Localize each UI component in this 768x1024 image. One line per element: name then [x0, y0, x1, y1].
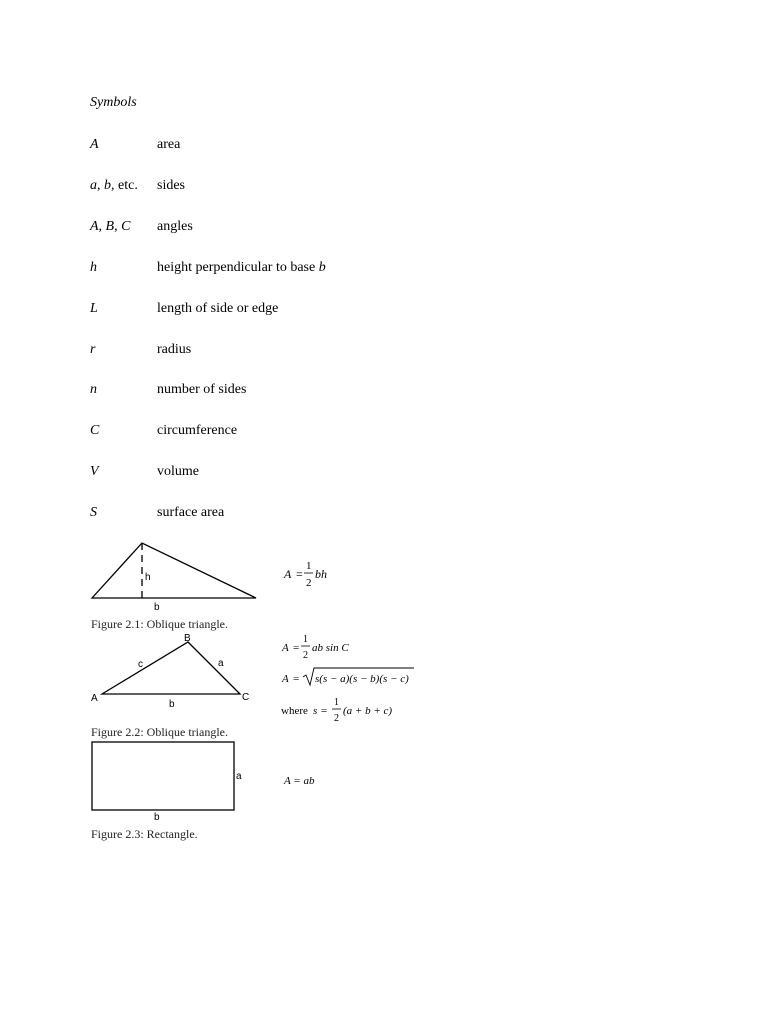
figure-2-1-caption: Figure 2.1: Oblique triangle. [91, 617, 228, 631]
desc-area: area [157, 137, 181, 152]
svg-text:1: 1 [303, 634, 308, 645]
svg-text:A = ab: A = ab [284, 775, 315, 787]
symbol-r: r [90, 342, 96, 357]
svg-text:bh: bh [315, 567, 327, 581]
symbol-a: a [90, 178, 97, 193]
symbol-n: n [90, 382, 97, 397]
section-heading: Symbols [90, 95, 137, 110]
svg-text:A: A [284, 567, 292, 581]
oblique-triangle [92, 543, 256, 598]
symbol-A: A [90, 137, 99, 152]
label-side-a: a [218, 658, 224, 669]
symbol-S: S [90, 505, 97, 520]
svg-text:=: = [293, 673, 300, 685]
symbol-L: L [90, 301, 98, 316]
svg-text:A: A [282, 642, 289, 654]
desc-circumference: circumference [157, 423, 238, 438]
desc-angles: angles [157, 219, 193, 234]
figure-2-1-diagram [88, 538, 260, 613]
figure-2-3-diagram [88, 738, 260, 822]
symbol-b: b [104, 178, 111, 193]
symbol-ABC: A, B, C [90, 219, 131, 234]
label-C: C [242, 692, 250, 703]
formulas-area-triangle [278, 630, 418, 726]
label-side-a: a [236, 771, 242, 782]
desc-length: length of side or edge [157, 301, 279, 316]
svg-text:=: = [293, 642, 300, 654]
label-side-c: c [138, 659, 143, 670]
desc-number-of-sides: number of sides [157, 382, 247, 397]
svg-text:2: 2 [303, 650, 308, 661]
desc-radius: radius [157, 342, 192, 357]
desc-height: height perpendicular to base b [157, 260, 326, 275]
svg-text:A: A [282, 673, 289, 685]
svg-text:ab sin C: ab sin C [312, 642, 349, 654]
desc-sides: sides [157, 178, 185, 193]
svg-text:=: = [296, 567, 303, 581]
svg-text:2: 2 [334, 713, 339, 724]
figure-2-2-caption: Figure 2.2: Oblique triangle. [91, 725, 228, 739]
label-B: B [184, 633, 191, 644]
svg-text:where: where [281, 705, 308, 717]
rectangle-shape [92, 742, 234, 810]
label-b: b [154, 602, 160, 613]
formula-area-bh [280, 556, 350, 590]
label-h: h [145, 572, 151, 583]
desc-volume: volume [157, 464, 199, 479]
label-side-b: b [154, 812, 160, 822]
symbol-h: h [90, 260, 97, 275]
svg-text:1: 1 [334, 697, 339, 708]
label-A: A [91, 693, 98, 704]
figure-2-3-caption: Figure 2.3: Rectangle. [91, 827, 198, 841]
symbol-C: C [90, 423, 100, 438]
svg-text:(a + b + c): (a + b + c) [343, 705, 393, 717]
svg-text:s(s − a)(s − b)(s − c): s(s − a)(s − b)(s − c) [315, 673, 409, 685]
svg-text:1: 1 [306, 560, 312, 572]
figure-2-2-diagram [88, 630, 260, 714]
svg-text:2: 2 [306, 577, 312, 589]
svg-text:s: s [313, 705, 318, 717]
label-side-b: b [169, 699, 175, 710]
svg-text:=: = [321, 705, 328, 717]
desc-surface-area: surface area [157, 505, 225, 520]
formula-area-ab [282, 770, 342, 790]
symbol-V: V [90, 464, 99, 479]
